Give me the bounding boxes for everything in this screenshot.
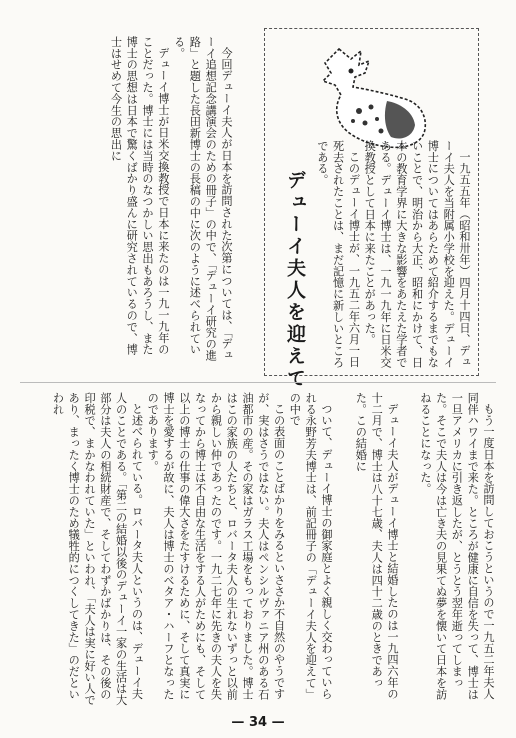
divider bbox=[20, 382, 496, 383]
article-title: デューイ夫人を迎えて bbox=[284, 170, 306, 390]
page-number: — 34 — bbox=[231, 715, 285, 730]
paragraph: と述べられている。ロバータ夫人というのは、デューイ夫人のことである。「第二の結婚以後のデューイ一家の生活は大部分は夫人の相続財産で、そしてわずかばかりは、その後の印税で、まかなわれていた」といわれ、「夫人は実に好い人であり、まったく博士のため犠牲的につくしてきた」のだといわれ bbox=[51, 392, 144, 706]
paragraph: ついて、デューイ博士の御家庭とよく親しく交わっていられる永野芳夫博士は、前記冊子の「デューイ夫人を迎えて」の中で bbox=[288, 392, 333, 700]
paragraph: 今回デューイ夫人が日本を訪問された次第については、「デューイ追想記念講演会のための冊子」の中で、「デューイ研究の進路」と題した長田新博士の長稿の中に次のように述べられている。 bbox=[172, 36, 233, 361]
lower-middle-text bbox=[338, 392, 400, 710]
paragraph: デューイ博士が日米交換教授で日本に来たのは一九一九年のことだった。博士には当時のなつかしい思出もあろうし、また博士の思想は日本で驚くばかり盛んに研究されているので、博士はせめて今生の思出に bbox=[109, 36, 170, 356]
quoted-paragraph: この表面のことばかりをみるといささか不自然のやうですが、実はさうではない。夫人はペンシルヴァニア州のある石油都市の産。その家はガラス工場をもっておりました。博士はこの家族の人たちと、ロバータ夫人の生れないずっと以前から親しい仲であったのです。一九二七年に先きの夫人を失なってから博士は不自由な生活をする人がためにも、そして以上の博士の仕事の偉大さをたすけるために、そして真実に博士を愛するが故に、夫人は博士のベタア・ハーフとなったのであります。 bbox=[146, 392, 286, 700]
paragraph: 一九五五年（昭和卅年）四月十四日、デューイ夫人を当附属小学校を迎えた。デューイ博士についてはあらためて紹介するまでもないことで、明治から大正、昭和にかけて、日本の教育学界に大きな影響をあたえた学者である。デューイ博士は、一九一九年に日米交換教授として日本に来たことがあった。 bbox=[363, 140, 471, 368]
lower-left-text bbox=[20, 392, 334, 710]
paragraph: このデューイ博士が、一九五二年六月一日死去されたことは、まだ記憶に新しいところである。 bbox=[315, 140, 361, 368]
upper-left-text bbox=[20, 36, 234, 366]
lower-right-text bbox=[402, 392, 496, 710]
paragraph: デューイ夫人がデューイ博士と結婚したのは一九四六年の十二月で、博士は八十七歳、夫人は四十二歳のときであった。この結婚に bbox=[354, 392, 399, 700]
paragraph: もう一度日本を訪問しておこうというので一九五二年夫人同伴ハワイまで来た。ところが健康に自信を失って、博士は一旦アメリカに引き返したが、とうとう翌年逝ってしまった。そこで夫人は今は亡き夫の見果てぬ夢を懐いて日本を訪ねることになった。 bbox=[418, 392, 495, 700]
deer-illustration bbox=[295, 37, 435, 157]
article-intro bbox=[312, 140, 472, 368]
